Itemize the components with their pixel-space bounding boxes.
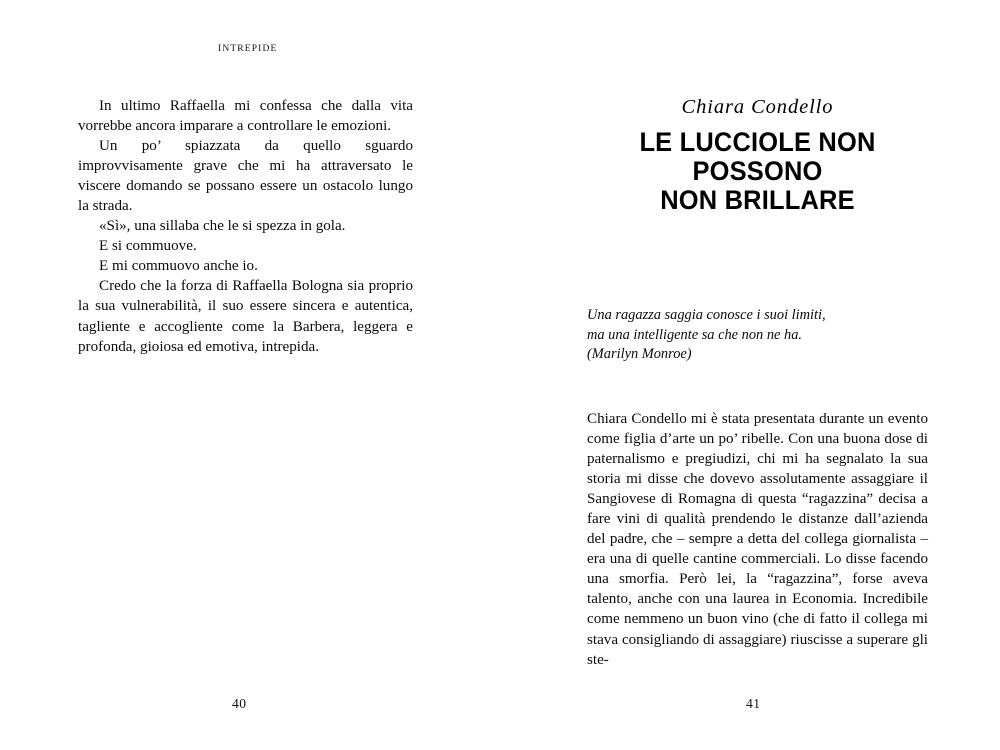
page-number: 40 xyxy=(232,696,247,711)
chapter-title-line: LE LUCCIOLE NON POSSONO xyxy=(639,127,876,186)
paragraph: Chiara Condello mi è stata presentata durante un evento come figlia d’arte un po’ ribelle. Con una buona dose di paternalismo e pregiudizi, chi mi ha segnalato la sua storia mi disse che dovevo assolutamente assaggiare il Sangiovese di Romagna di questa “ragazzina” decisa a fare vini di qualità prendendo le distanze dall’azienda del padre, che – sempre a detta del collega giornalista – era una di quelle cantine commerciali. Lo disse facendo una smorfia. Però lei, la “ragazzina”, forse aveva talento, anche con una laurea in Economia. Incredibile come nemmeno un buon vino (che di fatto il collega mi stava consigliando di assaggiare) riuscisse a superare gli ste- xyxy=(587,411,928,668)
epigraph-attribution: (Marilyn Monroe) xyxy=(587,346,692,363)
chapter-title-line: NON BRILLARE xyxy=(660,185,855,215)
paragraph: «Sì», una sillaba che le si spezza in gola. xyxy=(99,218,346,235)
paragraph: Credo che la forza di Raffaella Bologna sia proprio la sua vulnerabilità, il suo essere sincera e autentica, tagliente e accogliente come la Barbera, leggera e profonda, gioiosa ed emotiva, intrepida. xyxy=(78,278,413,355)
paragraph: Un po’ spiazzata da quello sguardo improvvisamente grave che mi ha attraversato le viscere domando se possano essere un ostacolo lungo la strada. xyxy=(78,138,413,215)
paragraph: E mi commuovo anche io. xyxy=(99,258,258,275)
paragraph: In ultimo Raffaella mi confessa che dalla vita vorrebbe ancora imparare a controllare le emozioni. xyxy=(78,98,413,135)
epigraph-line: Una ragazza saggia conosce i suoi limiti, xyxy=(587,307,826,323)
running-head: INTREPIDE xyxy=(218,44,278,54)
paragraph: E si commuove. xyxy=(99,238,197,255)
right-page xyxy=(500,0,1000,750)
chapter-author: Chiara Condello xyxy=(681,96,834,118)
epigraph-line: ma una intelligente sa che non ne ha. xyxy=(587,326,803,343)
epigraph xyxy=(587,306,928,365)
left-page-body xyxy=(78,96,413,357)
page-number: 41 xyxy=(746,696,761,711)
chapter-title xyxy=(584,128,931,215)
right-page-body xyxy=(587,409,928,670)
